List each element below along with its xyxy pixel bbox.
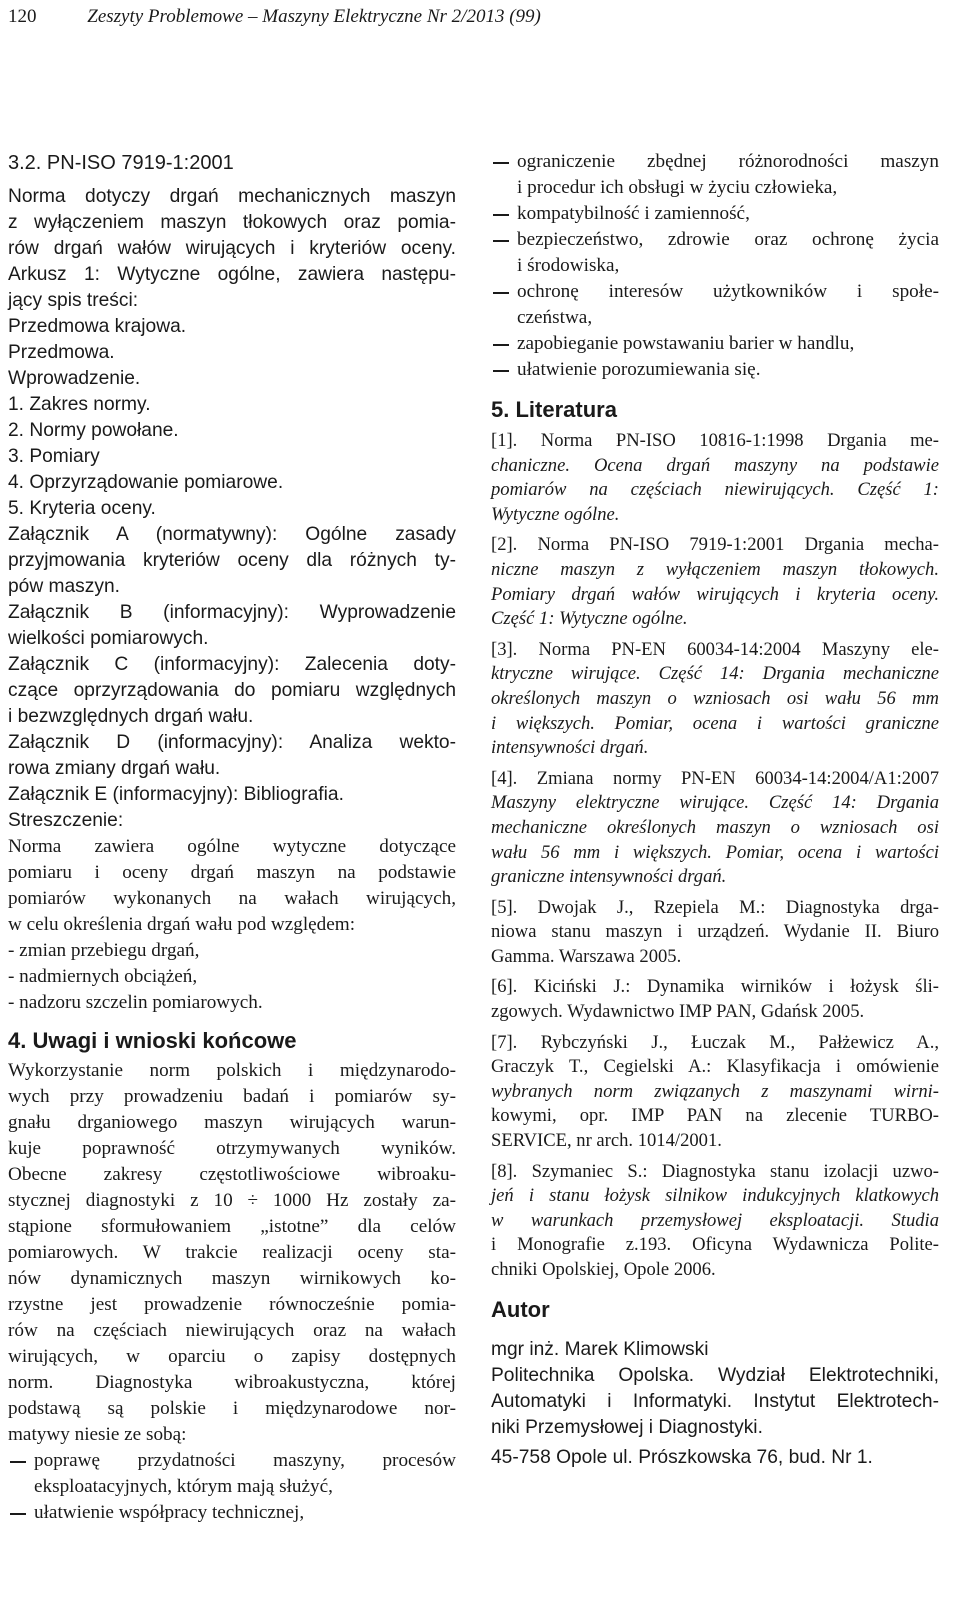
toc-item: 2. Normy powołane. (8, 420, 179, 441)
text-line: czące oprzyrządowania do pomiaru względnych (8, 680, 456, 701)
text-line: poprawę przydatności maszyny, procesów (34, 1450, 456, 1471)
text-line: Załącznik C (informacyjny): Zalecenia doty- (8, 654, 456, 675)
conclusions-title: 4. Uwagi i wnioski końcowe (8, 1028, 297, 1053)
author-affiliation-line: niki Przemysłowej i Diagnostyki. (491, 1416, 763, 1438)
text-line: graniczne intensywności drgań. (491, 866, 727, 888)
journal-title: Zeszyty Problemowe – Maszyny Elektryczne Nr 2/2013 (99) (87, 6, 541, 27)
text-line: ktryczne wirujące. Część 14: Drgania mechaniczne (491, 663, 939, 685)
running-header (8, 6, 541, 28)
text-line: zgowych. Wydawnictwo IMP PAN, Gdańsk 2005. (491, 1001, 865, 1023)
text-line: [5]. Dwojak J., Rzepiela M.: Diagnostyka drga- (491, 896, 939, 918)
text-line: mechaniczne określonych maszyn o wzniosach osi (491, 816, 939, 838)
text-line: określonych maszyn o wzniosach osi wału 56 mm (491, 687, 939, 709)
list-item (8, 1500, 456, 1526)
text-line: wybranych norm związanych z maszynami wirni- (491, 1080, 939, 1102)
text-line: nów dynamicznych maszyn wirnikowych ko- (8, 1268, 456, 1289)
text-line: Arkusz 1: Wytyczne ogólne, zawiera następu- (8, 264, 456, 285)
author-affiliation-line: Politechnika Opolska. Wydział Elektrotechniki, (491, 1364, 939, 1386)
text-line: gnału drganiowego maszyn wirujących warun- (8, 1112, 456, 1133)
reference-item (491, 975, 939, 1024)
text-line: wału 56 mm i większych. Pomiar, ocena i wartości (491, 841, 939, 863)
text-line: Załącznik E (informacyjny): Bibliografia. (8, 784, 344, 805)
list-item (491, 227, 939, 279)
list-item (491, 149, 939, 201)
right-column (491, 149, 939, 1471)
text-line: Część 1: Wytyczne ogólne. (491, 608, 688, 630)
benefits-list-left (8, 1448, 456, 1526)
text-line: i środowiska, (517, 255, 620, 276)
benefits-list-right (491, 149, 939, 383)
text-line: bezpieczeństwo, zdrowie oraz ochronę życia (517, 229, 939, 250)
text-line: [6]. Kiciński J.: Dynamika wirników i łożysk śli- (491, 976, 939, 998)
annex-list (8, 522, 456, 808)
text-line: przyjmowania kryteriów oceny dla różnych ty- (8, 550, 456, 571)
text-line: jeń i stanu łożysk silnikow indukcyjnych klatkowych (491, 1185, 939, 1207)
text-line: stąpione sformułowaniem „istotne” dla celów (8, 1216, 456, 1237)
text-line: stycznej diagnostyki z 10 ÷ 1000 Hz zostały za- (8, 1190, 456, 1211)
text-line: - nadzoru szczelin pomiarowych. (8, 992, 263, 1013)
text-line: Norma dotyczy drgań mechanicznych maszyn (8, 186, 456, 207)
text-line: pomiaru i oceny drgań maszyn na podstawie (8, 862, 456, 883)
text-line: jący spis treści: (8, 290, 139, 311)
text-line: chaniczne. Ocena drgań maszyny na podstawie (491, 454, 939, 476)
author-name: mgr inż. Marek Klimowski (491, 1338, 709, 1360)
reference-item (491, 1031, 939, 1154)
text-line: wirujących, w oparciu o zapisy dostępnych (8, 1346, 456, 1367)
author-block (491, 1337, 939, 1471)
text-line: SERVICE, nr arch. 1014/2001. (491, 1130, 722, 1152)
toc-item: 3. Pomiary (8, 446, 100, 467)
list-item (491, 357, 939, 383)
text-line: pomiarów wykonanych na wałach wirujących, (8, 888, 456, 909)
conclusions-body (8, 1058, 456, 1448)
text-line: [1]. Norma PN-ISO 10816-1:1998 Drgania me- (491, 430, 939, 451)
reference-item (491, 533, 939, 631)
text-line: czeństwa, (517, 307, 593, 328)
text-line: ochronę interesów użytkowników i społe- (517, 281, 939, 302)
section-intro (8, 184, 456, 314)
toc-item: Wprowadzenie. (8, 368, 141, 389)
text-line: kuje poprawność otrzymywanych wyników. (8, 1138, 456, 1159)
author-title: Autor (491, 1296, 550, 1322)
literature-title: 5. Literatura (491, 397, 617, 422)
reference-item (491, 896, 939, 970)
author-affiliation-line: Automatyki i Informatyki. Instytut Elektrotech- (491, 1390, 939, 1412)
toc-item: 5. Kryteria oceny. (8, 498, 156, 519)
text-line: i bezwzględnych drgań wału. (8, 706, 254, 727)
reference-item (491, 638, 939, 761)
text-line: Obecne zakresy częstotliwościowe wibroaku- (8, 1164, 456, 1185)
reference-item (491, 429, 939, 527)
list-item (491, 331, 939, 357)
text-line: [8]. Szymaniec S.: Diagnostyka stanu izolacji uzwo- (491, 1160, 939, 1182)
text-line: ułatwienie porozumiewania się. (517, 359, 761, 380)
text-line: Załącznik D (informacyjny): Analiza wekto- (8, 732, 456, 753)
text-line: pomiarowych. W trakcie realizacji oceny sta- (8, 1242, 456, 1263)
text-line: niowa stanu maszyn i urządzeń. Wydanie II. Biuro (491, 921, 939, 943)
text-line: z wyłączeniem maszyn tłokowych oraz pomia- (8, 212, 456, 233)
text-line: Maszyny elektryczne wirujące. Część 14: Drgania (491, 792, 939, 814)
toc-item: Przedmowa. (8, 342, 115, 363)
text-line: w warunkach przemysłowej eksploatacji. Studia (491, 1209, 939, 1231)
list-item (491, 201, 939, 227)
table-of-contents (8, 314, 456, 522)
text-line: ułatwienie współpracy technicznej, (34, 1502, 305, 1523)
text-line: Pomiary drgań wałów wirujących i kryteria oceny. (491, 583, 939, 605)
list-item (8, 1448, 456, 1500)
text-line: wych przy prowadzeniu badań i pomiarów sy- (8, 1086, 456, 1107)
text-line: pomiarów na częściach niewirujących. Część 1: (491, 479, 939, 501)
text-line: Wytyczne ogólne. (491, 503, 620, 525)
text-line: intensywności drgań. (491, 737, 649, 759)
text-line: zapobieganie powstawaniu barier w handlu, (517, 333, 855, 354)
text-line: i większych. Pomiar, ocena i wartości graniczne (491, 712, 939, 734)
abstract-body (8, 834, 456, 1016)
text-line: [7]. Rybczyński J., Łuczak M., Pałżewicz A., (491, 1031, 939, 1053)
text-line: - nadmiernych obciążeń, (8, 966, 198, 987)
text-line: kowymi, opr. IMP PAN na zlecenie TURBO- (491, 1105, 939, 1127)
text-line: rowa zmiany drgań wału. (8, 758, 221, 779)
text-line: i Monografie z.193. Oficyna Wydawnicza Polite- (491, 1234, 939, 1256)
list-item (491, 279, 939, 331)
text-line: Załącznik B (informacyjny): Wyprowadzenie (8, 602, 456, 623)
abstract-label: Streszczenie: (8, 810, 124, 831)
text-line: podstawą są polskie i międzynarodowe nor- (8, 1398, 456, 1419)
text-line: pów maszyn. (8, 576, 120, 597)
text-line: Wykorzystanie norm polskich i międzynarodo- (8, 1060, 456, 1081)
author-address: 45-758 Opole ul. Prószkowska 76, bud. Nr 1. (491, 1446, 873, 1468)
text-line: i procedur ich obsługi w życiu człowieka, (517, 177, 838, 198)
text-line: norm. Diagnostyka wibroakustyczna, której (8, 1372, 456, 1393)
text-line: Gamma. Warszawa 2005. (491, 945, 682, 967)
text-line: niczne maszyn z wyłączeniem maszyn tłokowych. (491, 558, 939, 580)
text-line: wielkości pomiarowych. (8, 628, 209, 649)
text-line: Graczyk T., Cegielski A.: Klasyfikacja i omówienie (491, 1056, 939, 1078)
reference-item (491, 1160, 939, 1283)
text-line: kompatybilność i zamienność, (517, 203, 750, 224)
reference-list (491, 429, 939, 1283)
text-line: w celu określenia drgań wału pod względem: (8, 914, 356, 935)
section-title: 3.2. PN-ISO 7919-1:2001 (8, 152, 234, 174)
left-column (8, 150, 456, 1526)
text-line: eksploatacyjnych, którym mają służyć, (34, 1476, 333, 1497)
text-line: chniki Opolskiej, Opole 2006. (491, 1259, 716, 1280)
text-line: Norma zawiera ogólne wytyczne dotyczące (8, 836, 456, 857)
text-line: - zmian przebiegu drgań, (8, 940, 200, 961)
toc-item: 4. Oprzyrządowanie pomiarowe. (8, 472, 284, 493)
text-line: rów na częściach niewirujących oraz na wałach (8, 1320, 456, 1341)
toc-item: Przedmowa krajowa. (8, 316, 187, 337)
toc-item: 1. Zakres normy. (8, 394, 151, 415)
text-line: ograniczenie zbędnej różnorodności maszyn (517, 151, 939, 172)
page-number: 120 (8, 6, 37, 27)
text-line: matywy niesie ze sobą: (8, 1424, 187, 1445)
text-line: [2]. Norma PN-ISO 7919-1:2001 Drgania mecha- (491, 534, 939, 556)
text-line: [4]. Zmiana normy PN-EN 60034-14:2004/A1:2007 (491, 767, 939, 789)
reference-item (491, 767, 939, 890)
text-line: rzystne jest prowadzenie równocześnie pomia- (8, 1294, 456, 1315)
text-line: rów drgań wałów wirujących i kryteriów oceny. (8, 238, 456, 259)
text-line: Załącznik A (normatywny): Ogólne zasady (8, 524, 456, 545)
abstract (8, 808, 456, 834)
text-line: [3]. Norma PN-EN 60034-14:2004 Maszyny ele- (491, 638, 939, 660)
